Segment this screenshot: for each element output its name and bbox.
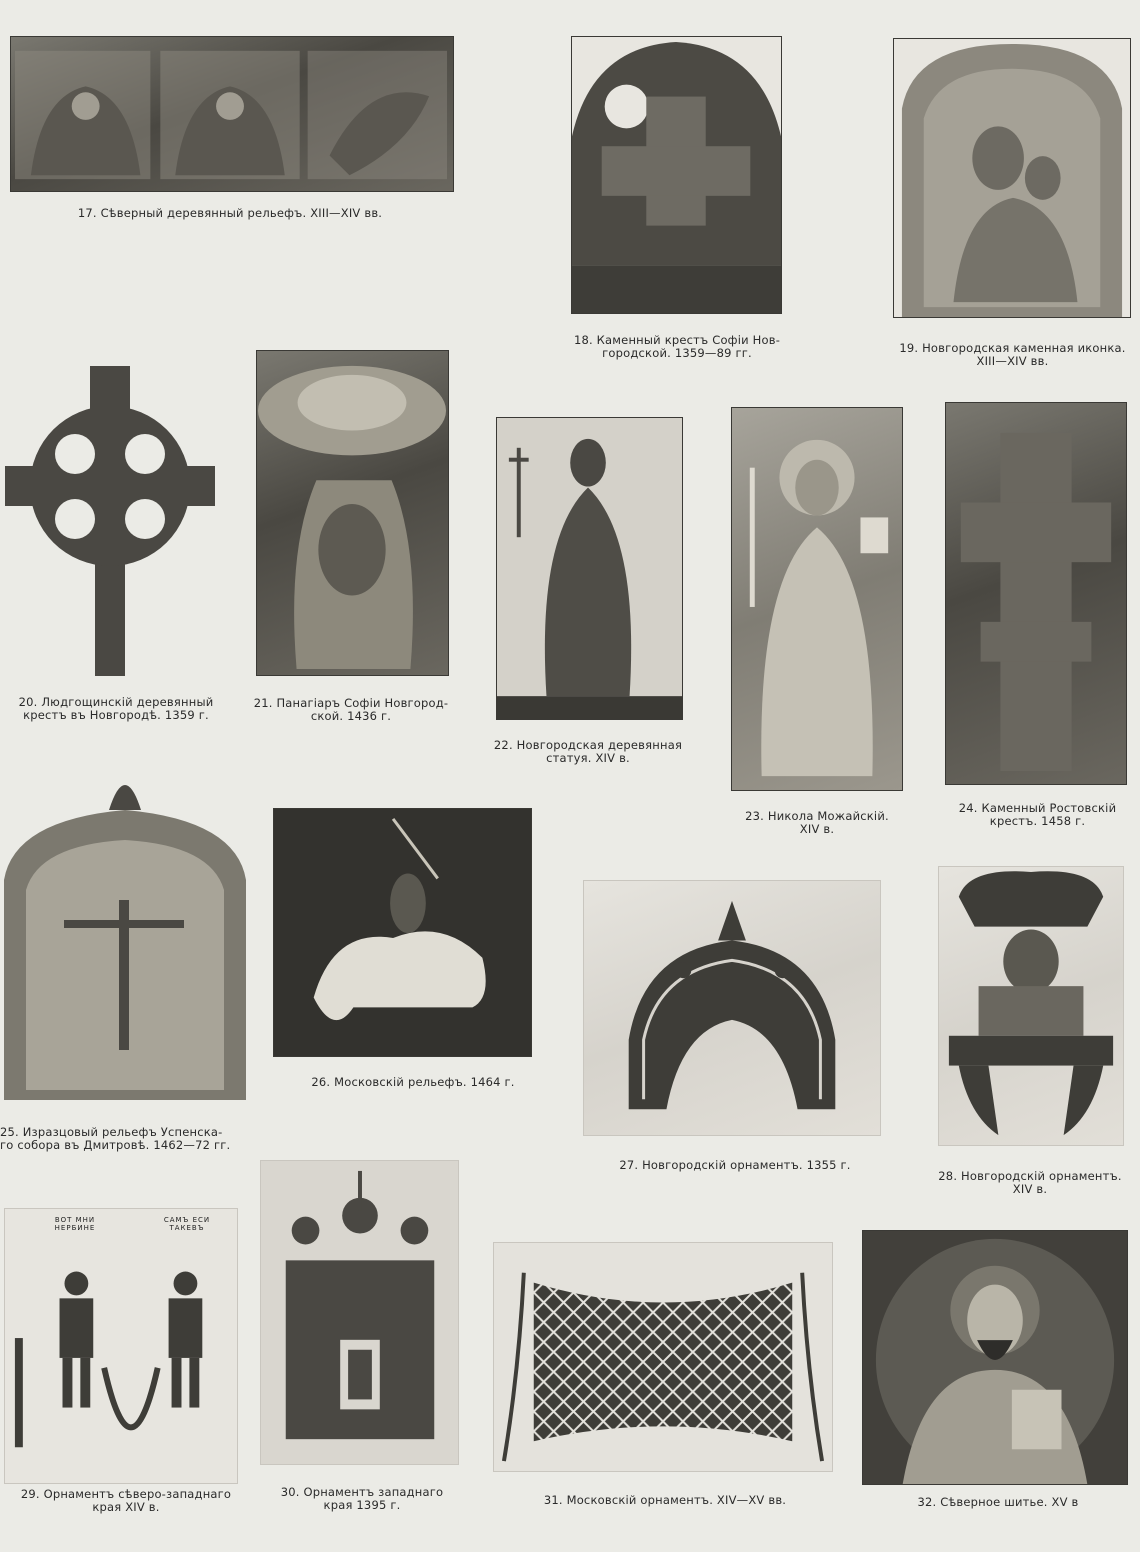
panagiar-icon bbox=[257, 351, 448, 675]
figures-ornament-icon bbox=[5, 1209, 237, 1483]
caption-17: 17. Сѣверный деревянный рельефъ. XIII—XIV вв. bbox=[77, 206, 383, 220]
caption-29: 29. Орнаментъ сѣверо-западнаго края XIV в. bbox=[20, 1487, 232, 1514]
tile-relief-icon bbox=[4, 760, 246, 1100]
embroidery-saint-icon bbox=[863, 1231, 1127, 1484]
caption-23: 23. Никола Можайскій. XIV в. bbox=[745, 809, 889, 836]
caption-30: 30. Орнаментъ западнаго края 1395 г. bbox=[280, 1485, 444, 1512]
figure-30-image bbox=[260, 1160, 459, 1465]
figure-26-image bbox=[273, 808, 532, 1057]
caption-22: 22. Новгородская деревянная статуя. XIV в. bbox=[493, 738, 683, 765]
caption-26: 26. Московскій рельефъ. 1464 г. bbox=[311, 1075, 515, 1089]
figure-24-image bbox=[945, 402, 1127, 785]
st-george-relief-icon bbox=[274, 809, 531, 1056]
figure-27-image bbox=[583, 880, 881, 1136]
figure-32-image bbox=[862, 1230, 1128, 1485]
interlace-ornament-icon bbox=[584, 881, 880, 1135]
wooden-statue-icon bbox=[497, 418, 682, 719]
figure-28-image bbox=[938, 866, 1124, 1146]
figure-18-image bbox=[571, 36, 782, 314]
figure-29-image bbox=[4, 1208, 238, 1484]
fig29-inscription-left: ВОТ МНИ НЕРБИНЕ bbox=[54, 1216, 96, 1232]
figure-31-image bbox=[493, 1242, 833, 1472]
caption-25: 25. Изразцовый рельефъ Успенска- го собора въ Дмитровѣ. 1462—72 гг. bbox=[0, 1125, 231, 1152]
fig29-inscription-right: САМЪ ЕСИ ТАКЕВЪ bbox=[163, 1216, 211, 1232]
processional-cross-icon bbox=[0, 356, 218, 682]
figure-20-image bbox=[0, 356, 218, 682]
figure-21-image bbox=[256, 350, 449, 676]
figure-23-image bbox=[731, 407, 903, 791]
caption-21: 21. Панагіаръ Софіи Новгород- ской. 1436 г. bbox=[253, 696, 449, 723]
initial-ornament-icon bbox=[939, 867, 1123, 1145]
architectural-ornament-icon bbox=[261, 1161, 458, 1464]
caption-28: 28. Новгородскій орнаментъ. XIV в. bbox=[938, 1169, 1122, 1196]
figure-25-image bbox=[4, 760, 246, 1100]
caption-18: 18. Каменный крестъ Софіи Нов- городской. 1359—89 гг. bbox=[573, 333, 781, 360]
caption-20: 20. Людгощинскій деревянный крестъ въ Новгородѣ. 1359 г. bbox=[18, 695, 214, 722]
caption-24: 24. Каменный Ростовскій крестъ. 1458 г. bbox=[958, 801, 1117, 828]
figure-22-image bbox=[496, 417, 683, 720]
caption-32: 32. Сѣверное шитье. XV в bbox=[917, 1495, 1079, 1509]
caption-27: 27. Новгородскій орнаментъ. 1355 г. bbox=[619, 1158, 851, 1172]
saint-nicholas-icon bbox=[732, 408, 902, 790]
stone-icon-madonna-icon bbox=[894, 39, 1130, 317]
figure-19-image bbox=[893, 38, 1131, 318]
carved-panel-icon bbox=[11, 37, 453, 191]
caption-31: 31. Московскій орнаментъ. XIV—XV вв. bbox=[543, 1493, 787, 1507]
figure-17-image bbox=[10, 36, 454, 192]
stone-cross-icon bbox=[572, 37, 781, 313]
rostov-cross-icon bbox=[946, 403, 1126, 784]
knotwork-ornament-icon bbox=[494, 1243, 832, 1471]
caption-19: 19. Новгородская каменная иконка. XIII—XIV вв. bbox=[899, 341, 1126, 368]
